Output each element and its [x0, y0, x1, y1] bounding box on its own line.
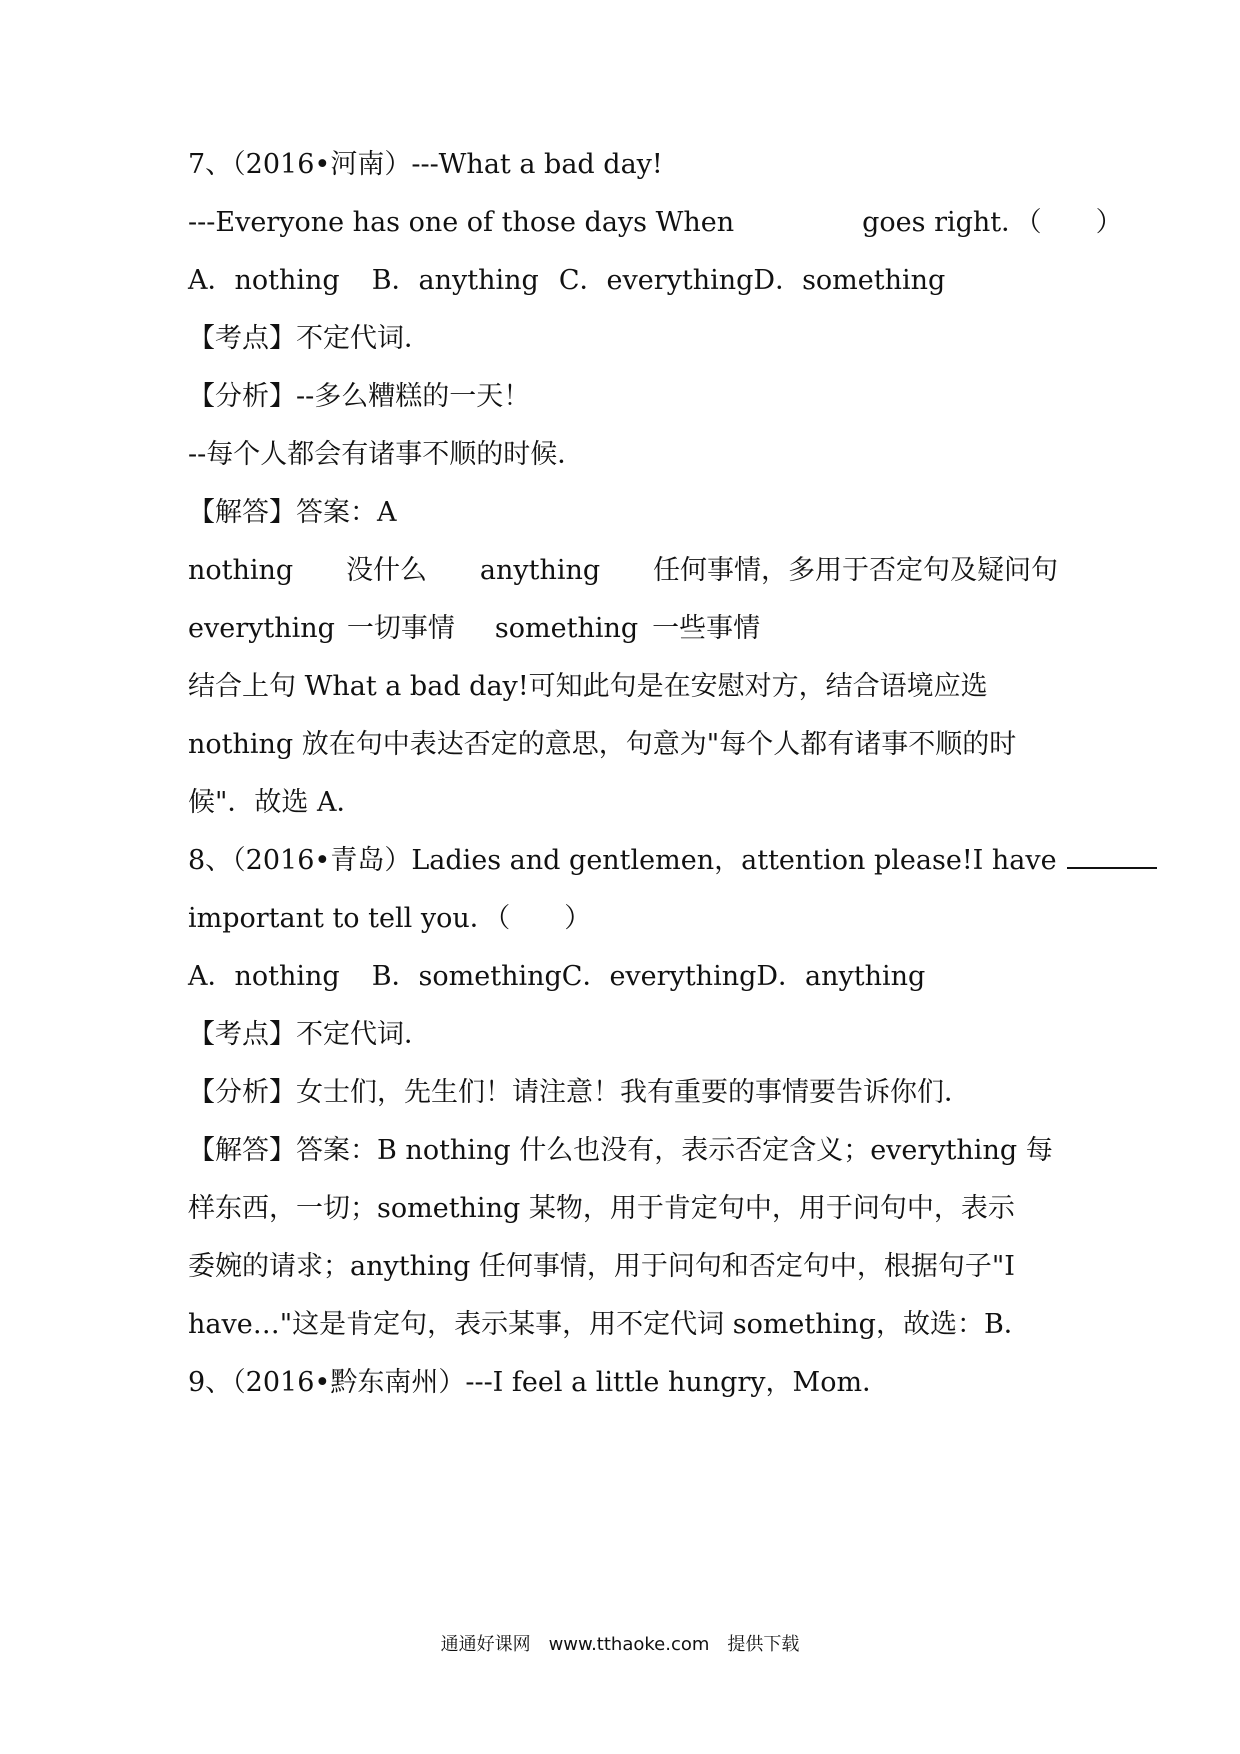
q8-option-a: A．nothing [188, 961, 340, 992]
q7-explain-line-2 [188, 609, 1058, 649]
q7-jieda: 【解答】答案：A [188, 497, 397, 528]
word-anything: anything [479, 555, 601, 586]
q7-kaodian: 【考点】不定代词． [188, 323, 431, 354]
q8-fenxi: 【分析】女士们，先生们！请注意！我有重要的事情要告诉你们． [188, 1077, 971, 1108]
q7-dialog-part2: goes right．（ ） [862, 207, 1123, 238]
q7-explain-line-5: 候"．故选 A． [188, 787, 364, 818]
q7-explain-line-4: nothing 放在句中表达否定的意思，句意为"每个人都有诸事不顺的时 [188, 729, 1017, 760]
q8-jieda-3: 委婉的请求；anything 任何事情，用于问句和否定句中，根据句子"I [188, 1251, 1015, 1282]
q8-title-2: important to tell you．（ ） [188, 903, 592, 934]
q8-option-d: D．anything [756, 961, 926, 992]
q7-explain-line-1 [188, 551, 1058, 591]
q8-option-b: B．something [371, 961, 562, 992]
q7-fenxi: 【分析】--多么糟糕的一天！ [188, 381, 531, 412]
q7-dialog-part1: ---Everyone has one of those days When [188, 207, 735, 238]
q8-jieda-1: 【解答】答案：B nothing 什么也没有，表示否定含义；everything 每 [188, 1135, 1053, 1166]
q8-kaodian: 【考点】不定代词． [188, 1019, 431, 1050]
q8-options [188, 957, 1058, 997]
q8-jieda-2: 样东西，一切；something 某物，用于肯定句中，用于问句中，表示 [188, 1193, 1015, 1224]
q7-fenxi-2: --每个人都会有诸事不顺的时候． [188, 439, 585, 470]
q7-title: 7、（2016•河南）---What a bad day! [188, 149, 663, 180]
q7-option-d: D．something [753, 265, 946, 296]
q8-jieda-4: have…"这是肯定句，表示某事，用不定代词 something，故选：B． [188, 1309, 1031, 1340]
word-something-meaning: 一些事情 [652, 613, 761, 644]
word-everything-meaning: 一切事情 [346, 613, 455, 644]
q7-explain-line-3: 结合上句 What a bad day!可知此句是在安慰对方，结合语境应选 [188, 671, 988, 702]
q8-option-c: C．everything [561, 961, 757, 992]
word-everything: everything [188, 613, 335, 644]
q8-title [188, 841, 1058, 881]
q8-answer-blank [1067, 843, 1157, 869]
page-footer: 通通好课网 www.tthaoke.com 提供下载 [440, 1634, 800, 1655]
word-something: something [494, 613, 639, 644]
q7-options [188, 261, 1058, 301]
word-nothing-meaning: 没什么 [346, 555, 428, 586]
word-nothing: nothing [188, 555, 294, 586]
q9-title: 9、（2016•黔东南州）---I feel a little hungry，Mom． [188, 1367, 890, 1398]
q7-dialog [188, 203, 1123, 243]
word-anything-meaning: 任何事情，多用于否定句及疑问句 [652, 555, 1058, 586]
q7-option-b: B．anything [371, 265, 539, 296]
q7-option-a: A．nothing [188, 265, 340, 296]
q8-title-text: 8、（2016•青岛）Ladies and gentlemen，attention please!I have [188, 845, 1057, 876]
q7-option-c: C．everything [558, 265, 754, 296]
